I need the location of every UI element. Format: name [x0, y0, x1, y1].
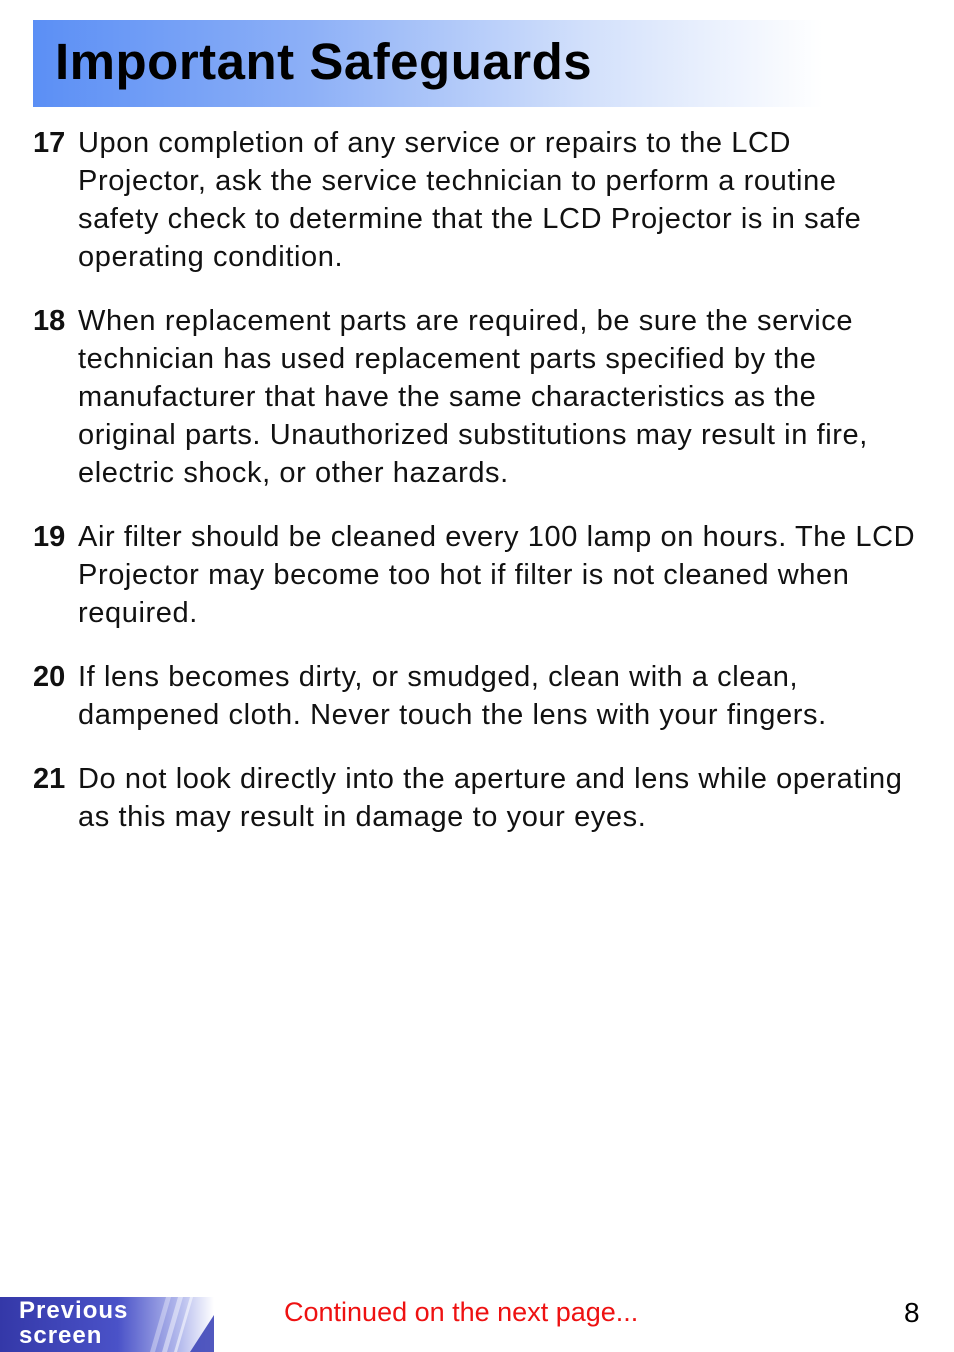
previous-screen-label: Previous screen: [19, 1297, 129, 1349]
item-text: Do not look directly into the aperture and lens while operating as this may result in damage to your eyes.: [78, 763, 903, 833]
item-number: 21: [33, 763, 66, 795]
previous-screen-button[interactable]: [0, 1297, 214, 1352]
item-text: If lens becomes dirty, or smudged, clean with a clean, dampened cloth. Never touch the lens with your fingers.: [78, 661, 827, 731]
safeguard-list: [33, 124, 923, 862]
list-item: [33, 124, 923, 276]
item-text: Air filter should be cleaned every 100 lamp on hours. The LCD Projector may become too hot if filter is not cleaned when required.: [78, 521, 916, 629]
list-item: [33, 658, 923, 734]
page-title: Important Safeguards: [55, 33, 593, 90]
continued-note: Continued on the next page...: [284, 1297, 639, 1327]
page-number: 8: [904, 1297, 920, 1328]
item-number: 18: [33, 305, 66, 337]
page-header: [33, 20, 823, 107]
item-text: Upon completion of any service or repairs to the LCD Projector, ask the service technician to perform a routine safety check to determine that the LCD Projector is in safe operating condition.: [78, 127, 862, 273]
item-text: When replacement parts are required, be sure the service technician has used replacement parts specified by the manufacturer that have the same characteristics as the original parts. Unauthorized substitutions may result in fire, electric shock, or other hazards.: [78, 305, 868, 489]
list-item: [33, 760, 923, 836]
item-number: 20: [33, 661, 66, 693]
list-item: [33, 518, 923, 632]
item-number: 19: [33, 521, 66, 553]
item-number: 17: [33, 127, 66, 159]
list-item: [33, 302, 923, 492]
